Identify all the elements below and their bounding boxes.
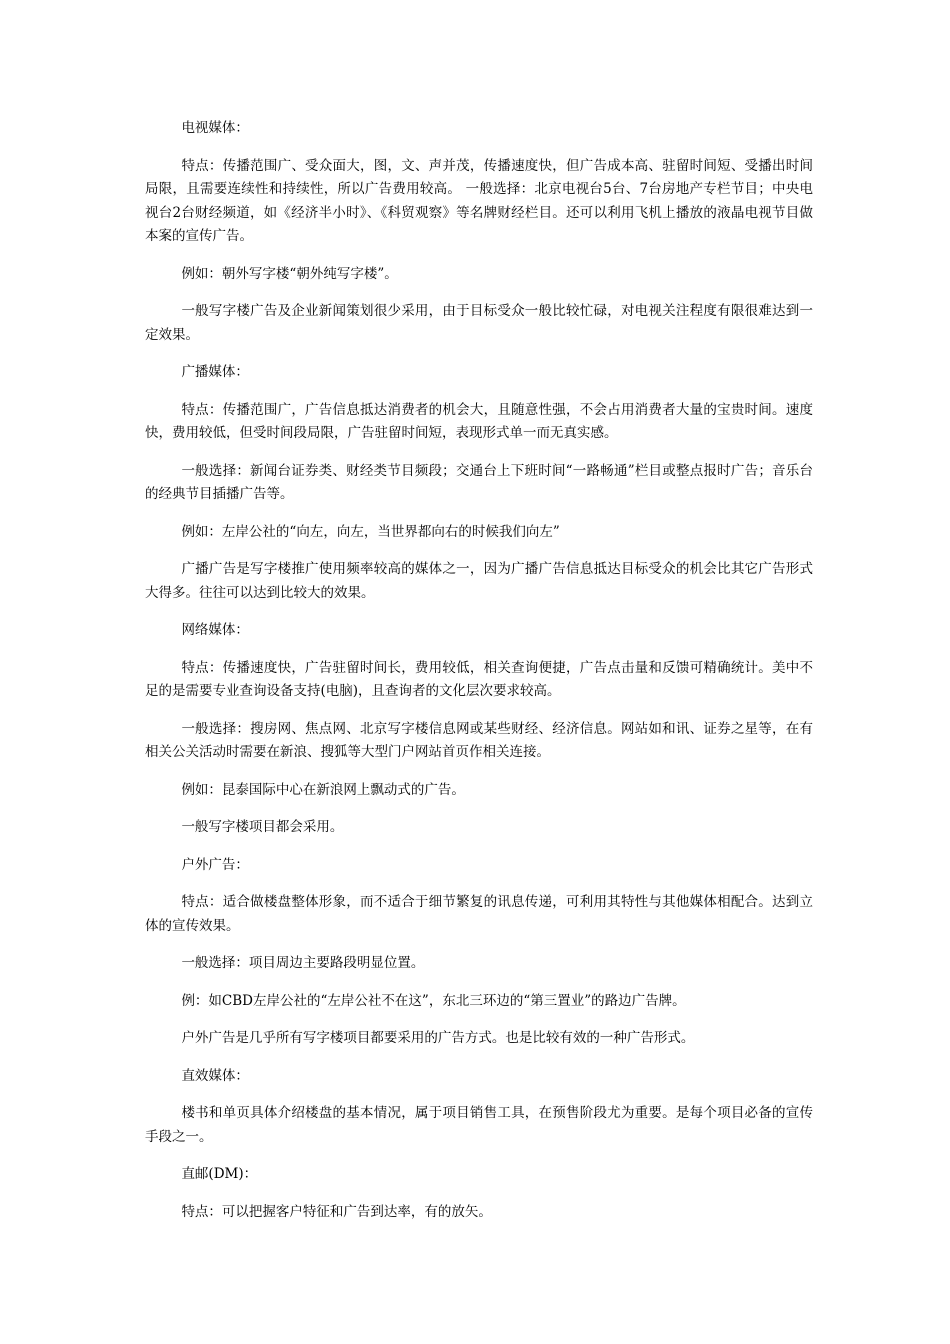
paragraph-web-features: 特点：传播速度快，广告驻留时间长，费用较低，相关查询便捷，广告点击量和反馈可精确统计。美中不足的是需要专业查询设备支持(电脑)，且查询者的文化层次要求较高。 (145, 659, 813, 699)
document-page (145, 117, 813, 1238)
paragraph-web-note: 一般写字楼项目都会采用。 (181, 819, 344, 835)
heading-radio-media: 广播媒体： (181, 364, 249, 380)
paragraph-outdoor-example: 例：如CBD左岸公社的“左岸公社不在这”，东北三环边的“第三置业”的路边广告牌。 (181, 992, 686, 1009)
heading-web-media: 网络媒体： (181, 622, 249, 638)
paragraph-tv-features: 特点：传播范围广、受众面大，图，文、声并茂，传播速度快，但广告成本高、驻留时间短、受播出时间局限，且需要连续性和持续性，所以广告费用较高。 一般选择：北京电视台5台、7台房地产专栏节目；中央电视台2台财经频道，如《经济半小时》、《科贸观察》等名牌财经栏目。还可以利用飞机上播放的液晶电视节目做本案的宣传广告。 (145, 157, 813, 244)
heading-outdoor-ads: 户外广告： (181, 856, 249, 873)
heading-direct-mail: 直邮(DM)： (181, 1166, 258, 1182)
paragraph-tv-example: 例如：朝外写字楼“朝外纯写字楼”。 (181, 265, 398, 282)
heading-tv-media: 电视媒体： (181, 120, 249, 136)
paragraph-radio-features: 特点：传播范围广，广告信息抵达消费者的机会大，且随意性强，不会占用消费者大量的宝贵时间。速度快，费用较低，但受时间段局限，广告驻留时间短，表现形式单一而无真实感。 (145, 401, 813, 441)
paragraph-outdoor-choice: 一般选择：项目周边主要路段明显位置。 (181, 955, 425, 971)
paragraph-direct-brochure: 楼书和单页具体介绍楼盘的基本情况，属于项目销售工具，在预售阶段尤为重要。是每个项目必备的宣传手段之一。 (145, 1105, 813, 1145)
paragraph-outdoor-note: 户外广告是几乎所有写字楼项目都要采用的广告方式。也是比较有效的一种广告形式。 (181, 1030, 695, 1046)
paragraph-outdoor-features: 特点：适合做楼盘整体形象，而不适合于细节繁复的讯息传递，可利用其特性与其他媒体相配合。达到立体的宣传效果。 (145, 894, 813, 934)
paragraph-web-example: 例如：昆泰国际中心在新浪网上飘动式的广告。 (181, 781, 465, 798)
paragraph-tv-note: 一般写字楼广告及企业新闻策划很少采用，由于目标受众一般比较忙碌，对电视关注程度有限很难达到一定效果。 (145, 303, 813, 343)
paragraph-web-choice: 一般选择：搜房网、焦点网、北京写字楼信息网或某些财经、经济信息。网站如和讯、证券之星等，在有相关公关活动时需要在新浪、搜狐等大型门户网站首页作相关连接。 (145, 720, 813, 760)
paragraph-radio-example: 例如：左岸公社的“向左，向左，当世界都向右的时候我们向左” (181, 523, 560, 540)
paragraph-radio-choice: 一般选择：新闻台证券类、财经类节目频段；交通台上下班时间“一路畅通”栏目或整点报时广告；音乐台的经典节目插播广告等。 (145, 462, 813, 502)
heading-direct-media: 直效媒体： (181, 1067, 249, 1084)
paragraph-radio-note: 广播广告是写字楼推广使用频率较高的媒体之一，因为广播广告信息抵达目标受众的机会比其它广告形式大得多。往往可以达到比较大的效果。 (145, 561, 813, 601)
paragraph-direct-mail-features: 特点：可以把握客户特征和广告到达率，有的放矢。 (181, 1203, 492, 1220)
